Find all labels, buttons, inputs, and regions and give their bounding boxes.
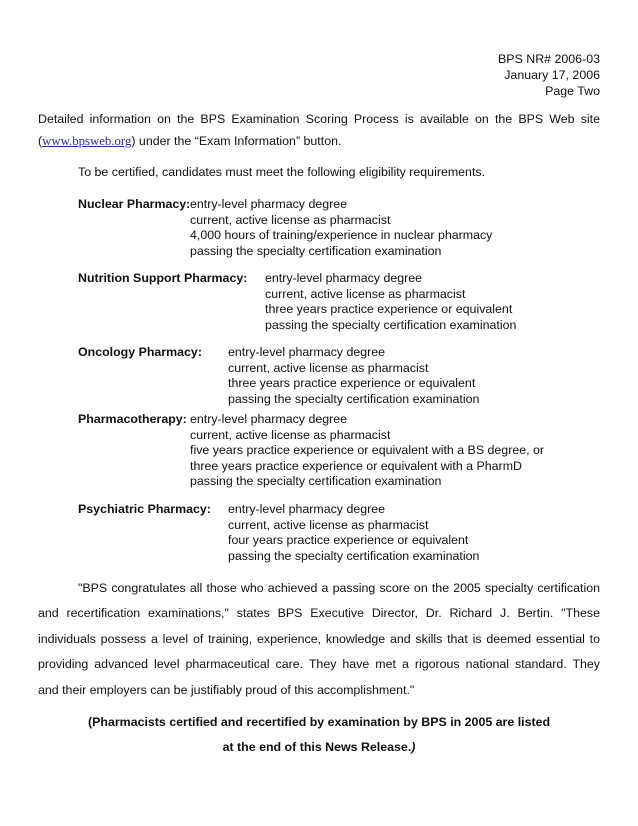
quote-line: and their employers can be justifiably proud of this accomplishment.": [38, 682, 415, 697]
open-paren: (: [38, 134, 43, 148]
quote-line: individuals possess a level of training, experience, knowledge and skills that is deemed essential to: [38, 631, 600, 646]
release-number: BPS NR# 2006-03: [498, 52, 600, 66]
eligibility-intro: To be certified, candidates must meet the following eligibility requirements.: [78, 165, 486, 179]
requirements-list: [190, 412, 544, 490]
requirements-list: [190, 197, 492, 259]
requirement-item: passing the specialty certification examination: [190, 474, 442, 489]
director-quote-paragraph: [38, 576, 600, 703]
section-label: Pharmacotherapy:: [78, 412, 187, 426]
quote-line: and recertification examinations," states BPS Executive Director, Dr. Richard J. Bertin. "These: [38, 606, 600, 621]
requirement-item: three years practice experience or equivalent with a PharmD: [190, 458, 522, 473]
requirement-item: 4,000 hours of training/experience in nuclear pharmacy: [190, 228, 493, 243]
intro-line-2-rest: ) under the “Exam Information” button.: [131, 134, 342, 148]
requirement-item: entry-level pharmacy degree: [190, 412, 348, 426]
requirement-item: entry-level pharmacy degree: [265, 271, 423, 285]
requirement-item: four years practice experience or equivalent: [228, 533, 469, 548]
section-label: Nuclear Pharmacy:: [78, 197, 191, 211]
requirement-item: three years practice experience or equivalent: [265, 302, 513, 317]
requirement-item: entry-level pharmacy degree: [190, 197, 348, 211]
closing-line-1: (Pharmacists certified and recertified by examination by BPS in 2005 are listed: [88, 715, 551, 729]
requirement-item: passing the specialty certification examination: [190, 243, 442, 258]
page-number: Page Two: [545, 84, 600, 98]
requirements-list: [228, 502, 479, 564]
requirement-item: entry-level pharmacy degree: [228, 345, 386, 359]
requirement-item: current, active license as pharmacist: [190, 427, 391, 442]
requirement-item: current, active license as pharmacist: [190, 212, 391, 227]
requirements-list: [265, 271, 516, 333]
closing-line-2: [38, 735, 600, 760]
requirement-item: three years practice experience or equivalent: [228, 376, 476, 391]
requirement-item: passing the specialty certification examination: [265, 317, 517, 332]
requirement-item: current, active license as pharmacist: [228, 517, 429, 532]
requirement-item: passing the specialty certification examination: [228, 548, 480, 563]
intro-line-1: Detailed information on the BPS Examination Scoring Process is available on the BPS Web site: [38, 112, 600, 126]
requirement-item: current, active license as pharmacist: [228, 360, 429, 375]
closing-paren: ): [411, 740, 416, 754]
requirement-item: five years practice experience or equivalent with a BS degree, or: [190, 443, 545, 458]
requirement-item: passing the specialty certification examination: [228, 391, 480, 406]
quote-line: providing advanced level pharmaceutical care. They have met a rigorous national standard. They: [38, 657, 600, 672]
section-label: Psychiatric Pharmacy:: [78, 502, 211, 516]
requirements-list: [228, 345, 479, 407]
release-date: January 17, 2006: [504, 68, 600, 82]
section-label: Nutrition Support Pharmacy:: [78, 271, 248, 285]
intro-paragraph: [38, 108, 600, 152]
closing-line-2-text: at the end of this News Release.: [222, 740, 412, 754]
closing-note: [38, 710, 600, 760]
section-label: Oncology Pharmacy:: [78, 345, 202, 359]
requirement-item: entry-level pharmacy degree: [228, 502, 386, 516]
bps-website-link[interactable]: www.bpsweb.org: [42, 134, 132, 148]
quote-line: "BPS congratulates all those who achieved a passing score on the 2005 specialty certification: [78, 581, 600, 595]
requirement-item: current, active license as pharmacist: [265, 286, 466, 301]
intro-line-2: [38, 134, 341, 148]
